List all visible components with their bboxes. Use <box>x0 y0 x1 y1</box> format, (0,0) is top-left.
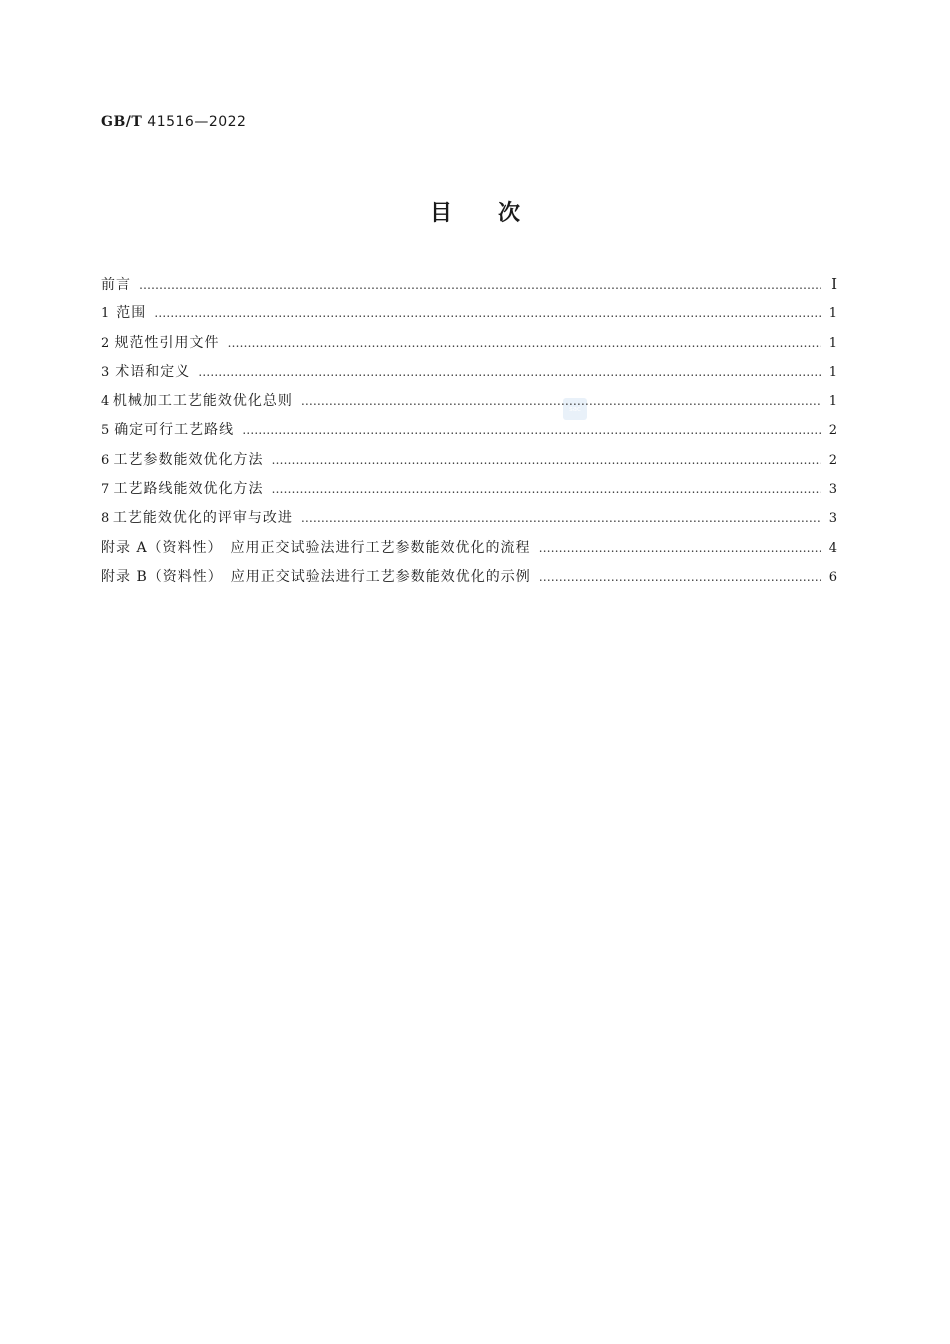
toc-entry-page: 1 <box>828 335 837 351</box>
toc-dot-leader <box>539 567 821 587</box>
toc-entry-number: 8 <box>101 511 110 527</box>
toc-entry-number: 4 <box>101 394 110 410</box>
toc-entry-label: 术语和定义 <box>115 363 191 380</box>
standard-prefix: GB/T <box>101 114 143 130</box>
standard-number <box>101 114 246 130</box>
toc-entry-7[interactable] <box>101 479 837 508</box>
toc-entry-page: Ⅰ <box>831 275 837 293</box>
toc-entry-label: 工艺能效优化的评审与改进 <box>112 510 293 527</box>
toc-entry-appendix-a[interactable] <box>101 538 837 567</box>
table-of-contents <box>101 274 837 596</box>
toc-entry-5[interactable] <box>101 420 837 449</box>
toc-entry-foreword[interactable] <box>101 274 837 303</box>
toc-entry-6[interactable] <box>101 450 837 479</box>
toc-entry-label: 附录 B（资料性） 应用正交试验法进行工艺参数能效优化的示例 <box>101 568 531 585</box>
toc-entry-page: 4 <box>828 540 837 556</box>
toc-entry-number: 2 <box>101 335 110 351</box>
toc-dot-leader <box>139 275 821 295</box>
toc-dot-leader <box>272 479 821 499</box>
toc-entry-page: 2 <box>828 423 837 439</box>
toc-dot-leader <box>301 391 821 411</box>
toc-dot-leader <box>198 362 821 382</box>
toc-entry-8[interactable] <box>101 508 837 537</box>
toc-entry-page: 2 <box>828 452 837 468</box>
toc-entry-label: 机械加工工艺能效优化总则 <box>112 393 293 410</box>
toc-entry-page: 1 <box>828 364 837 380</box>
toc-entry-1[interactable] <box>101 303 837 332</box>
toc-entry-page: 3 <box>828 511 837 527</box>
toc-entry-page: 3 <box>828 482 837 498</box>
toc-entry-number: 7 <box>101 482 110 498</box>
standard-code: 41516—2022 <box>147 114 247 130</box>
toc-entry-label: 工艺参数能效优化方法 <box>113 451 264 468</box>
toc-entry-number: 5 <box>101 423 110 439</box>
toc-dot-leader <box>272 450 821 470</box>
toc-entry-label: 工艺路线能效优化方法 <box>113 481 264 498</box>
toc-dot-leader <box>154 303 821 323</box>
toc-entry-page: 1 <box>828 394 837 410</box>
toc-entry-number: 3 <box>101 364 110 380</box>
toc-dot-leader <box>242 420 821 440</box>
toc-dot-leader <box>228 333 821 353</box>
toc-entry-label: 确定可行工艺路线 <box>114 422 235 439</box>
page-title: 目次 <box>429 201 566 226</box>
toc-entry-appendix-b[interactable] <box>101 567 837 596</box>
toc-entry-4[interactable] <box>101 391 837 420</box>
toc-entry-page: 6 <box>828 569 837 585</box>
toc-entry-2[interactable] <box>101 333 837 362</box>
toc-entry-3[interactable] <box>101 362 837 391</box>
toc-entry-label: 前言 <box>101 277 131 293</box>
toc-entry-label: 规范性引用文件 <box>114 334 220 351</box>
toc-dot-leader <box>301 508 821 528</box>
watermark-logo: sac <box>563 398 587 420</box>
toc-entry-label: 附录 A（资料性） 应用正交试验法进行工艺参数能效优化的流程 <box>101 539 531 556</box>
toc-dot-leader <box>539 538 821 558</box>
toc-entry-page: 1 <box>828 306 837 322</box>
toc-entry-number: 1 <box>101 306 110 322</box>
toc-entry-number: 6 <box>101 452 110 468</box>
toc-entry-label: 范围 <box>116 305 147 322</box>
